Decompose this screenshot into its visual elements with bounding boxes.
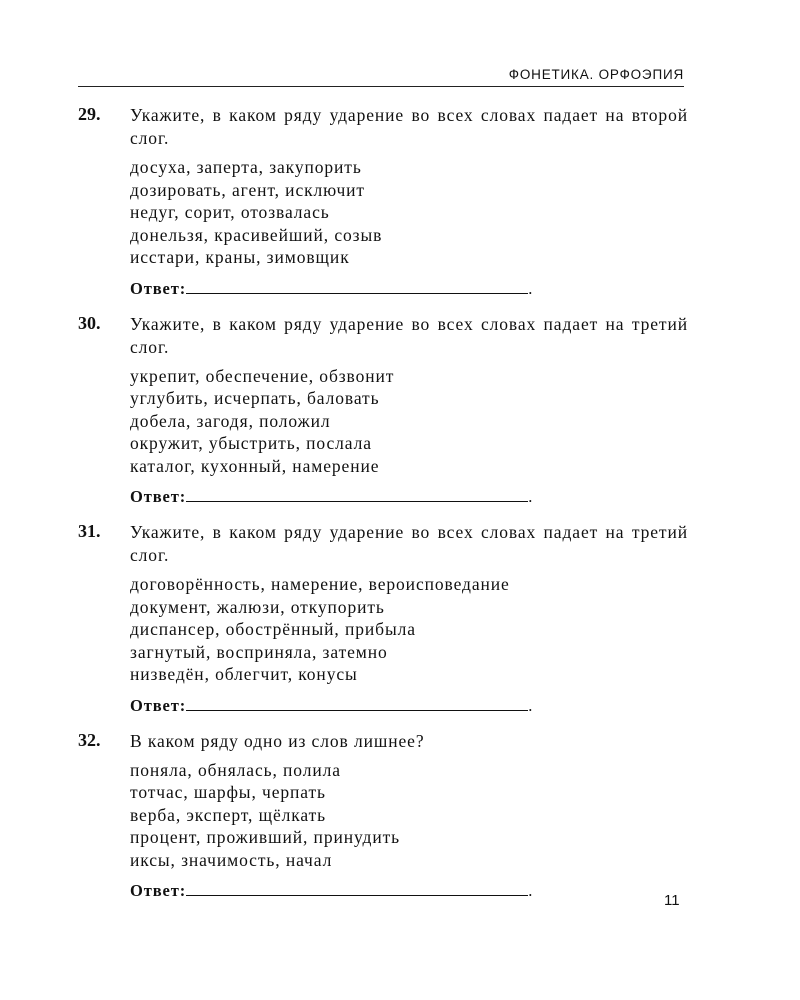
option-row: окружит, убыстрить, послала <box>130 433 372 453</box>
option-row: документ, жалюзи, откупорить <box>130 596 385 617</box>
option-row: укрепит, обеспечение, обзвонит <box>130 365 395 386</box>
answer-label: Ответ: <box>130 881 187 900</box>
answer-period: . <box>528 695 534 715</box>
answer-input-line[interactable] <box>186 695 528 711</box>
answer-period: . <box>528 881 534 900</box>
option-row: низведён, облегчит, конусы <box>130 664 358 684</box>
task-question: Укажите, в каком ряду ударение во всех словах падает на третий слог. <box>130 313 688 357</box>
task-number: 30. <box>78 312 101 333</box>
option-row: углубить, исчерпать, баловать <box>130 388 380 408</box>
page-number: 11 <box>664 892 680 909</box>
task-question: Укажите, в каком ряду ударение во всех словах падает на второй слог. <box>130 105 688 148</box>
answer-label: Ответ: <box>130 487 187 506</box>
answer-input-line[interactable] <box>186 278 528 294</box>
answer-row <box>130 880 688 902</box>
option-row: тотчас, шарфы, черпать <box>130 782 326 802</box>
task-question: Укажите, в каком ряду ударение во всех словах падает на третий слог. <box>130 522 688 565</box>
option-row: досуха, заперта, закупорить <box>130 157 362 177</box>
option-row: каталог, кухонный, намерение <box>130 455 380 476</box>
answer-row <box>130 278 688 300</box>
answer-input-line[interactable] <box>186 486 528 502</box>
option-row: загнутый, восприняла, затемно <box>130 641 388 662</box>
answer-row <box>130 695 688 717</box>
answer-period: . <box>528 278 534 298</box>
task-number: 31. <box>78 521 101 541</box>
option-row: дозировать, агент, исключит <box>130 179 365 200</box>
task-question: В каком ряду одно из слов лишнее? <box>130 730 425 751</box>
option-row: добела, загодя, положил <box>130 410 331 431</box>
answer-row <box>130 486 688 508</box>
option-row: иксы, значимость, начал <box>130 849 333 870</box>
option-row: процент, проживший, принудить <box>130 827 401 847</box>
task-number: 29. <box>78 104 101 124</box>
task-30 <box>78 313 688 509</box>
answer-period: . <box>528 487 534 506</box>
answer-label: Ответ: <box>130 695 187 715</box>
task-29 <box>78 104 688 300</box>
task-number: 32. <box>78 729 101 750</box>
option-row: верба, эксперт, щёлкать <box>130 804 327 825</box>
task-32 <box>78 730 688 903</box>
option-list <box>130 156 688 269</box>
option-row: поняла, обнялась, полила <box>130 759 341 780</box>
option-list <box>130 365 688 478</box>
section-title: ФОНЕТИКА. ОРФОЭПИЯ <box>508 67 684 82</box>
option-list <box>130 759 688 872</box>
answer-input-line[interactable] <box>186 880 528 896</box>
page-header <box>78 66 684 87</box>
task-list <box>78 104 688 915</box>
option-row: донельзя, красивейший, созыв <box>130 224 383 245</box>
answer-label: Ответ: <box>130 278 187 298</box>
option-row: диспансер, обострённый, прибыла <box>130 619 416 639</box>
option-list <box>130 573 688 686</box>
option-row: исстари, краны, зимовщик <box>130 247 350 267</box>
option-row: недуг, сорит, отозвалась <box>130 202 330 222</box>
option-row: договорённость, намерение, вероисповедание <box>130 574 510 594</box>
task-31 <box>78 521 688 717</box>
